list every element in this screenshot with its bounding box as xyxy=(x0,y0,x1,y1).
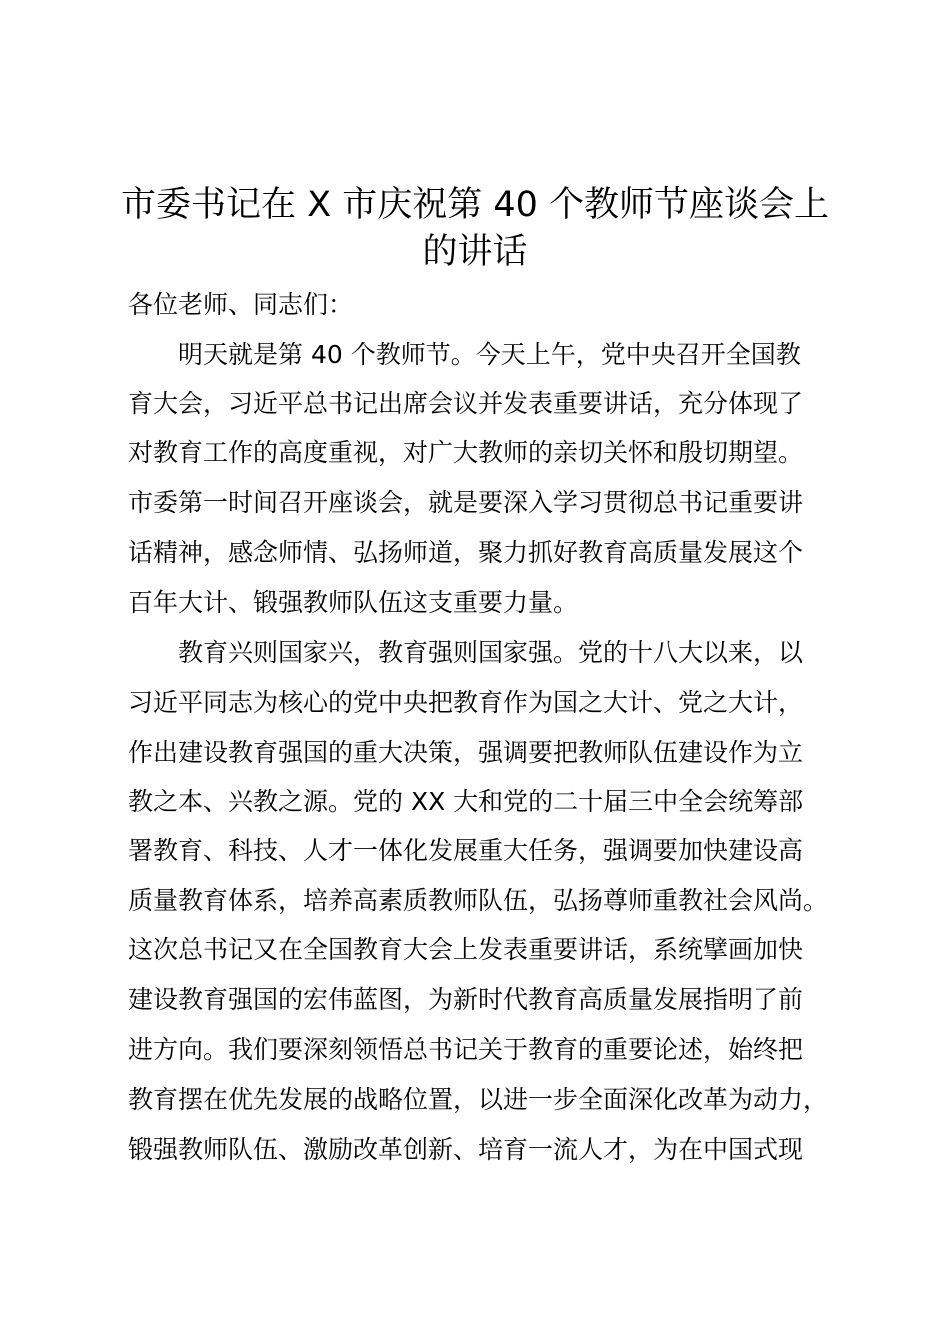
paragraph-1-line-4: 市委第一时间召开座谈会，就是要深入学习贯彻总书记重要讲 xyxy=(128,488,804,517)
paragraph-1-line-6: 百年大计、锻强教师队伍这支重要力量。 xyxy=(128,588,579,617)
paragraph-2-line-8: 建设教育强国的宏伟蓝图，为新时代教育高质量发展指明了前 xyxy=(128,985,804,1014)
paragraph-2-line-2: 习近平同志为核心的党中央把教育作为国之大计、党之大计， xyxy=(128,688,804,717)
paragraph-2-line-9: 进方向。我们要深刻领悟总书记关于教育的重要论述，始终把 xyxy=(128,1035,804,1064)
paragraph-2-line-6: 质量教育体系，培养高素质教师队伍，弘扬尊师重教社会风尚。 xyxy=(128,886,829,915)
paragraph-2-line-11: 锻强教师队伍、激励改革创新、培育一流人才，为在中国式现 xyxy=(128,1135,804,1164)
paragraph-2-line-1: 教育兴则国家兴，教育强则国家强。党的十八大以来，以 xyxy=(128,638,804,667)
paragraph-1-line-5: 话精神，感念师情、弘扬师道，聚力抓好教育高质量发展这个 xyxy=(128,538,804,567)
paragraph-1-line-3: 对教育工作的高度重视，对广大教师的亲切关怀和殷切期望。 xyxy=(128,438,804,467)
title-line-2: 的讲话 xyxy=(422,232,528,272)
paragraph-2-line-5: 署教育、科技、人才一体化发展重大任务，强调要加快建设高 xyxy=(128,836,804,865)
paragraph-2-line-4: 教之本、兴教之源。党的 XX 大和党的二十届三中全会统筹部 xyxy=(128,787,804,816)
title-line-1: 市委书记在 X 市庆祝第 40 个教师节座谈会上 xyxy=(120,185,830,225)
paragraph-1-line-2: 育大会，习近平总书记出席会议并发表重要讲话，充分体现了 xyxy=(128,389,804,418)
paragraph-2-line-7: 这次总书记又在全国教育大会上发表重要讲话，系统擘画加快 xyxy=(128,935,804,964)
paragraph-1-line-1: 明天就是第 40 个教师节。今天上午，党中央召开全国教 xyxy=(128,340,801,369)
salutation: 各位老师、同志们： xyxy=(128,290,354,319)
paragraph-2-line-10: 教育摆在优先发展的战略位置，以进一步全面深化改革为动力， xyxy=(128,1085,829,1114)
document-title xyxy=(100,182,850,276)
paragraph-2-line-3: 作出建设教育强国的重大决策，强调要把教师队伍建设作为立 xyxy=(128,738,804,767)
